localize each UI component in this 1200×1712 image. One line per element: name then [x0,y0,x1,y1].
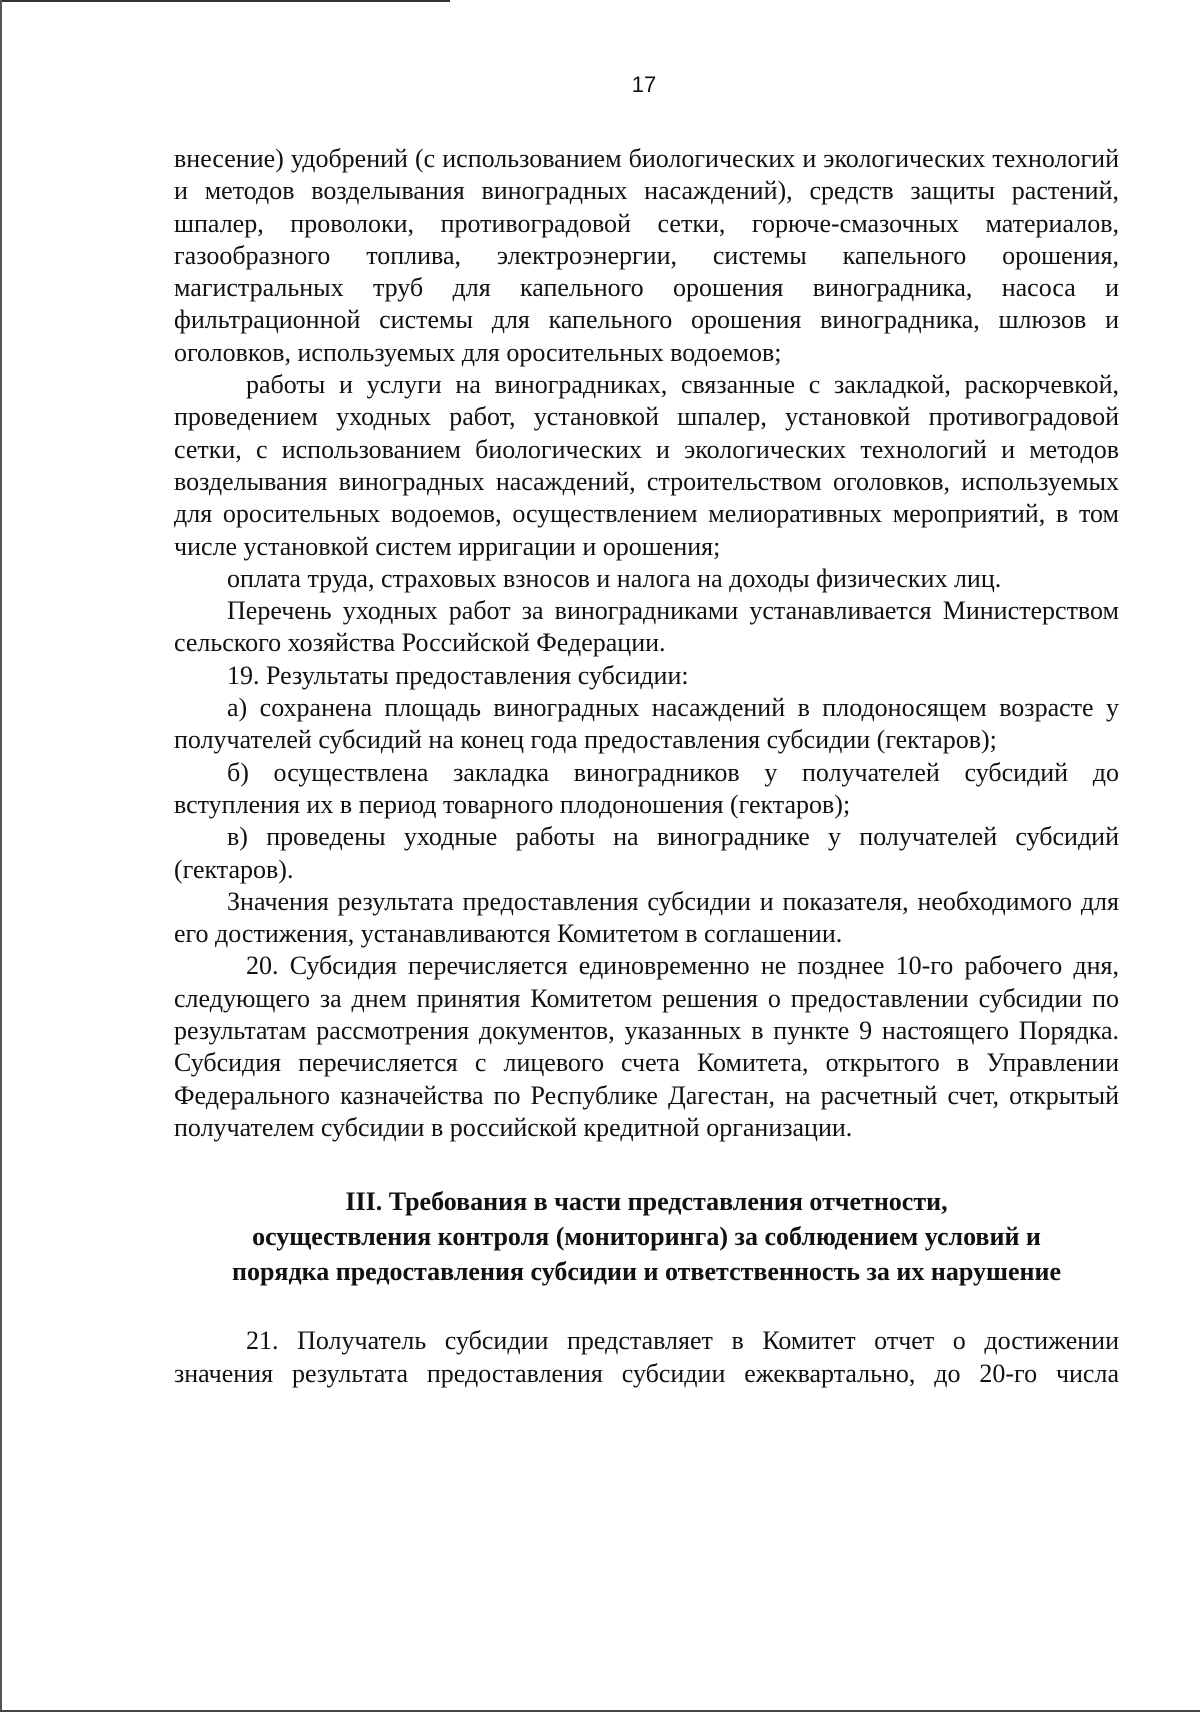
paragraph-21-report: 21. Получатель субсидии представляет в Комитет отчет о достижении значения результата предоставления субсидии ежеквартально, до 20-го числа [174,1326,1119,1388]
section-heading-line-2: осуществления контроля (мониторинга) за соблюдением условий и [252,1222,1041,1252]
paragraph-result-c: в) проведены уходные работы на винограднике у получателей субсидий (гектаров). [174,822,1119,884]
paragraph-values: Значения результата предоставления субсидии и показателя, необходимого для его достижения, устанавливаются Комитетом в соглашении. [174,886,1119,949]
scan-edge-top [0,0,450,2]
paragraph-20-transfer: 20. Субсидия перечисляется единовременно не позднее 10-го рабочего дня, следующего за днем принятия Комитетом решения о предоставлении субсидии по результатам рассмотрения документов, указанных в пункте 9 настоящего Порядка. Субсидия перечисляется с лицевого счета Комитета, открытого в Управлении Федерального казначейства по Республике Дагестан, на расчетный счет, открытый получателем субсидии в российской кредитной организации. [174,951,1119,1142]
section-heading-line-3: порядка предоставления субсидии и ответственность за их нарушение [231,1257,1062,1287]
paragraph-19-results: 19. Результаты предоставления субсидии: [227,660,689,690]
section-heading-line-1: III. Требования в части представления отчетности, [345,1187,948,1217]
section-heading [174,1184,1119,1289]
paragraph-result-b: б) осуществлена закладка виноградников у получателей субсидий до вступления их в период товарного плодоношения (гектаров); [174,757,1119,819]
paragraph-result-a: а) сохранена площадь виноградных насаждений в плодоносящем возрасте у получателей субсидий на конец года предоставления субсидии (гектаров); [174,693,1119,755]
paragraph-fertilizers: внесение) удобрений (с использованием биологических и экологических технологий и методов возделывания виноградных насаждений), средств защиты растений, шпалер, проволоки, противоградовой сетки, горюче-смазочных материалов, газообразного топлива, электроэнергии, системы капельного орошения, магистральных труб для капельного орошения виноградника, насоса и фильтрационной системы для капельного орошения виноградника, шлюзов и оголовков, используемых для оросительных водоемов; [174,144,1119,367]
paragraph-works-list: Перечень уходных работ за виноградниками устанавливается Министерством сельского хозяйства Российской Федерации. [174,596,1119,658]
paragraph-vineyard-works: работы и услуги на виноградниках, связанные с закладкой, раскорчевкой, проведением уходных работ, установкой шпалер, установкой противоградовой сетки, с использованием биологических и экологических технологий и методов возделывания виноградных насаждений, строительством оголовков, используемых для оросительных водоемов, осуществлением мелиоративных мероприятий, в том числе установкой систем ирригации и орошения; [174,370,1119,561]
document-body [174,143,1119,1390]
page-number: 17 [631,72,657,97]
paragraph-wages: оплата труда, страховых взносов и налога на доходы физических лиц. [227,563,1002,593]
scan-edge-left [0,0,2,1712]
